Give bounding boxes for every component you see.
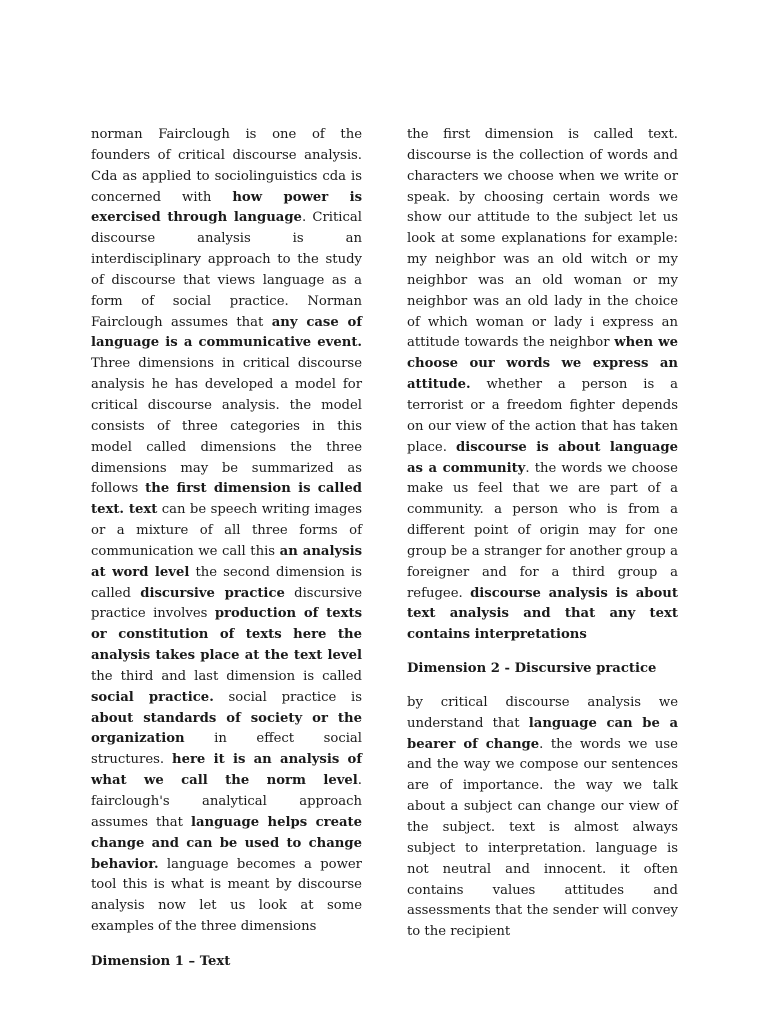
text-run: in effect social structures. — [91, 731, 362, 768]
dimension-1-heading: Dimension 1 – Text — [91, 953, 231, 969]
text-run: the first dimension is called text. discourse is the collection of words and characters we choose when we write or speak. by choosing certain words we show our attitude to the subject let us look at some explanations for example: my neighbor was an old witch or my neighbor was an old woman or my neighbor was an old lady in the choice of which woman or lady i express an attitude towards the neighbor — [407, 127, 678, 351]
dimension-1-paragraph — [407, 125, 678, 646]
bold-run: the first dimension is called text. text — [91, 481, 362, 518]
dimension-2-paragraph — [407, 693, 678, 943]
bold-run: discourse is about language as a community — [407, 439, 678, 476]
text-run: the third and last dimension is called — [91, 668, 362, 684]
bold-run: social practice. — [91, 689, 214, 705]
text-run: . the words we choose make us feel that we are part of a community. a person who is from a different point of origin may for one group be a stranger for another group a foreigner and for a third group a refugee. — [407, 460, 678, 601]
text-run: the second dimension is called — [91, 564, 362, 601]
text-run: can be speech writing images or a mixture of all three forms of communication we call this — [91, 502, 362, 559]
dimension-2-heading: Dimension 2 - Discursive practice — [407, 661, 657, 677]
right-column — [407, 125, 678, 943]
bold-run: about standards of society or the organization — [91, 710, 362, 747]
text-run: social practice is — [213, 689, 362, 705]
text-run: . fairclough's analytical approach assumes that — [91, 773, 362, 830]
text-run: language becomes a power tool this is what is meant by discourse analysis now let us look at some examples of the three dimensions — [91, 856, 362, 935]
bold-run: production of texts or constitution of texts here the analysis takes place at the text level — [91, 606, 362, 664]
text-run: Three dimensions in critical discourse analysis he has developed a model for critical discourse analysis. the model consists of three categories in this model called dimensions the three dimensions may be summarized as follows — [91, 356, 362, 497]
bold-run: discursive practice — [140, 585, 285, 601]
bold-run: discourse analysis is about text analysis and that any text contains interpretations — [407, 585, 678, 643]
text-run: by critical discourse analysis we understand that — [407, 694, 678, 731]
text-run: discursive practice involves — [91, 585, 363, 622]
bold-run: language helps create change and can be used to change behavior. — [91, 814, 362, 872]
text-run: norman Fairclough is one of the founders of critical discourse analysis. Cda as applied to sociolinguistics cda is concerned with — [91, 127, 362, 205]
bold-run: language can be a bearer of change — [407, 715, 678, 752]
bold-run: an analysis at word level — [91, 543, 363, 580]
text-run: . Critical discourse analysis is an interdisciplinary approach to the study of discourse that views language as a form of social practice. Norman Fairclough assumes that — [91, 210, 362, 330]
text-run: . the words we use and the way we compose our sentences are of importance. the way we talk about a subject can change our view of the subject. text is almost always subject to interpretation. language is not neutral and innocent. it often contains values attitudes and assessments that the sender will convey to the recipient — [407, 736, 678, 940]
left-column — [91, 125, 362, 973]
intro-paragraph — [91, 125, 362, 938]
bold-run: any case of language is a communicative event. — [91, 314, 363, 351]
bold-run: how power is exercised through language — [91, 189, 362, 226]
bold-run: when we choose our words we express an attitude. — [407, 335, 678, 393]
bold-run: here it is an analysis of what we call the norm level — [91, 752, 362, 789]
text-run: whether a person is a terrorist or a freedom fighter depends on our view of the action that has taken place. — [407, 377, 678, 455]
